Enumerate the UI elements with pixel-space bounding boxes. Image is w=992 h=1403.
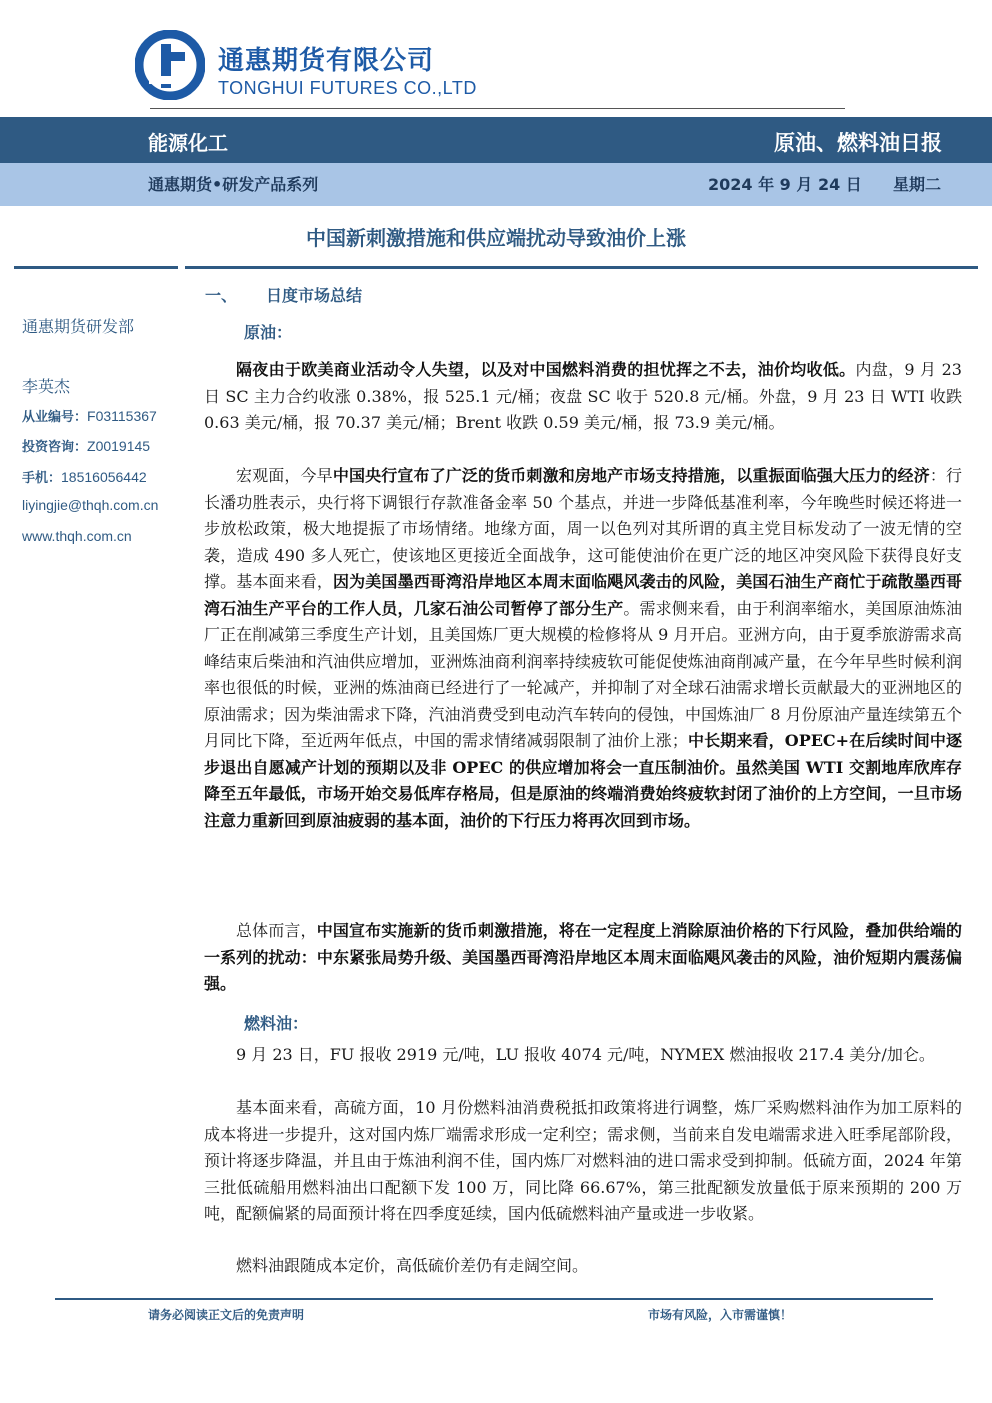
- research-dept: 通惠期货研发部: [22, 317, 135, 336]
- report-weekday: 星期二: [893, 175, 942, 194]
- company-name-cn: 通惠期货有限公司: [218, 46, 435, 76]
- crude-paragraph-1: [204, 357, 962, 437]
- crude-p2-e: 。需求侧来看，由于利润率缩水，美国原油炼油厂正在削减第三季度生产计划，且美国炼厂更大规模的检修将从 9 月开启。亚洲方向，由于夏季旅游需求高峰结束后柴油和汽油供应增加，亚洲炼油商利润率持续疲软可能促使炼油商削减产量，在今年早些时候利润率也很低的时候，亚洲的炼油商已经进行了一轮减产，并抑制了对全球石油需求增长贡献最大的亚洲地区的原油需求；因为柴油需求下降，汽油消费受到电动汽车转向的侵蚀，中国炼油厂 8 月份原油产量连续第五个月同比下降，至近两年低点，中国的需求情绪减弱限制了油价上涨；: [204, 598, 962, 750]
- crude-paragraph-3: [204, 918, 962, 998]
- crude-p2-d: 因为美国墨西哥湾沿岸地区本周末面临飓风袭击的风险，美国石油生产商忙于疏散墨西哥湾石油生产平台的工作人员，几家石油公司暂停了部分生产: [204, 572, 962, 618]
- website-link[interactable]: www.thqh.com.cn: [22, 528, 132, 544]
- report-date: 2024 年 9 月 24 日: [708, 175, 862, 194]
- crude-heading: 原油：: [244, 323, 293, 342]
- disclaimer-note: 请务必阅读正文后的免责声明: [148, 1308, 305, 1322]
- section-title: 日度市场总结: [266, 286, 363, 305]
- practice-number: [22, 406, 157, 425]
- practice-label: 从业编号：: [22, 410, 88, 425]
- crude-p3-b: 中国宣布实施新的货币刺激措施，将在一定程度上消除原油价格的下行风险，叠加供给端的一系列的扰动：中东紧张局势升级、美国墨西哥湾沿岸地区本周末面临飓风袭击的风险，油价短期内震荡偏强。: [204, 921, 962, 993]
- section-number: 一、: [205, 286, 238, 305]
- fuel-paragraph-3: 燃料油跟随成本定价，高低硫价差仍有走阔空间。: [236, 1256, 589, 1275]
- risk-warning: 市场有风险，入市需谨慎！: [648, 1308, 793, 1322]
- website-line[interactable]: [22, 528, 132, 545]
- crude-paragraph-2: [204, 463, 962, 834]
- footer-divider: [55, 1298, 933, 1300]
- consult-number: [22, 436, 150, 455]
- headline-divider-right: [185, 266, 978, 269]
- crude-p1-text: 内盘，9 月 23 日 SC 主力合约收涨 0.38%，报 525.1 元/桶；夜盘 SC 收于 520.8 元/桶。外盘，9 月 23 日 WTI 收跌 0.63 美元/桶，报 70.37 美元/桶；Brent 收跌 0.59 美元/桶，报 73.9 美元/桶。: [204, 360, 962, 432]
- crude-p2-a: 宏观面，今早: [236, 466, 333, 485]
- crude-p2-f: 中长期来看，OPEC+在后续时间中逐步退出自愿减产计划的预期以及非 OPEC 的供应增加将会一直压制油价。虽然美国 WTI 交割地库欣库存降至五年最低，市场开始交易低库存格局，但是原油的终端消费始终疲软封闭了油价的上方空间，一旦市场注意力重新回到原油疲弱的基本面，油价的下行压力将再次回到市场。: [204, 731, 962, 830]
- product-series: 通惠期货•研发产品系列: [148, 175, 319, 194]
- phone-line: [22, 467, 147, 486]
- practice-id: F03115367: [87, 408, 157, 424]
- email-line[interactable]: [22, 497, 158, 514]
- crude-p2-b: 中国央行宣布了广泛的货币刺激和房地产市场支持措施，以重振面临强大压力的经济: [332, 466, 930, 485]
- email-link[interactable]: liyingjie@thqh.com.cn: [22, 497, 159, 513]
- report-headline: 中国新刺激措施和供应端扰动导致油价上涨: [306, 226, 686, 250]
- fuel-paragraph-2: 基本面来看，高硫方面，10 月份燃料油消费税抵扣政策将进行调整，炼厂采购燃料油作为加工原料的成本将进一步提升，这对国内炼厂端需求形成一定利空；需求侧，当前来自发电端需求进入旺季尾部阶段，预计将逐步降温，并且由于炼油利润不佳，国内炼厂对燃料油的进口需求受到抑制。低硫方面，2024 年第三批低硫船用燃料油出口配额下发 100 万，同比降 66.67%，第三批配额发放量低于原来预期的 200 万吨，配额偏紧的局面预计将在四季度延续，国内低硫燃料油产量或进一步收紧。: [204, 1098, 962, 1223]
- header-divider: [150, 108, 845, 109]
- company-logo: [135, 30, 205, 100]
- fuel-heading: 燃料油：: [244, 1014, 309, 1033]
- consult-id: Z0019145: [87, 438, 151, 454]
- crude-p1-bold: 隔夜由于欧美商业活动令人失望，以及对中国燃料消费的担忧挥之不去，油价均收低。: [236, 360, 856, 379]
- crude-p3-a: 总体而言，: [236, 921, 317, 940]
- company-name-en: TONGHUI FUTURES CO.,LTD: [218, 78, 477, 98]
- logo-mark-icon: [135, 30, 205, 100]
- report-type: 原油、燃料油日报: [774, 131, 942, 155]
- crude-p2-c: ：行长潘功胜表示，央行将下调银行存款准备金率 50 个基点，并进一步降低基准利率，今年晚些时候还将进一步放松政策，极大地提振了市场情绪。地缘方面，周一以色列对其所谓的真主党目标发动了一波无情的空袭，造成 490 多人死亡，使该地区更接近全面战争，这可能使油价在更广泛的地区冲突风险下获得良好支撑。基本面来看，: [204, 466, 962, 591]
- consult-label: 投资咨询：: [22, 440, 88, 455]
- analyst-name: 李英杰: [22, 377, 71, 396]
- phone-number: 18516056442: [61, 469, 147, 485]
- sector-label: 能源化工: [148, 131, 228, 155]
- phone-label: 手机：: [22, 471, 62, 486]
- fuel-paragraph-1: 9 月 23 日，FU 报收 2919 元/吨，LU 报收 4074 元/吨，NYMEX 燃油报收 217.4 美分/加仑。: [236, 1045, 935, 1064]
- headline-divider-left: [14, 266, 178, 269]
